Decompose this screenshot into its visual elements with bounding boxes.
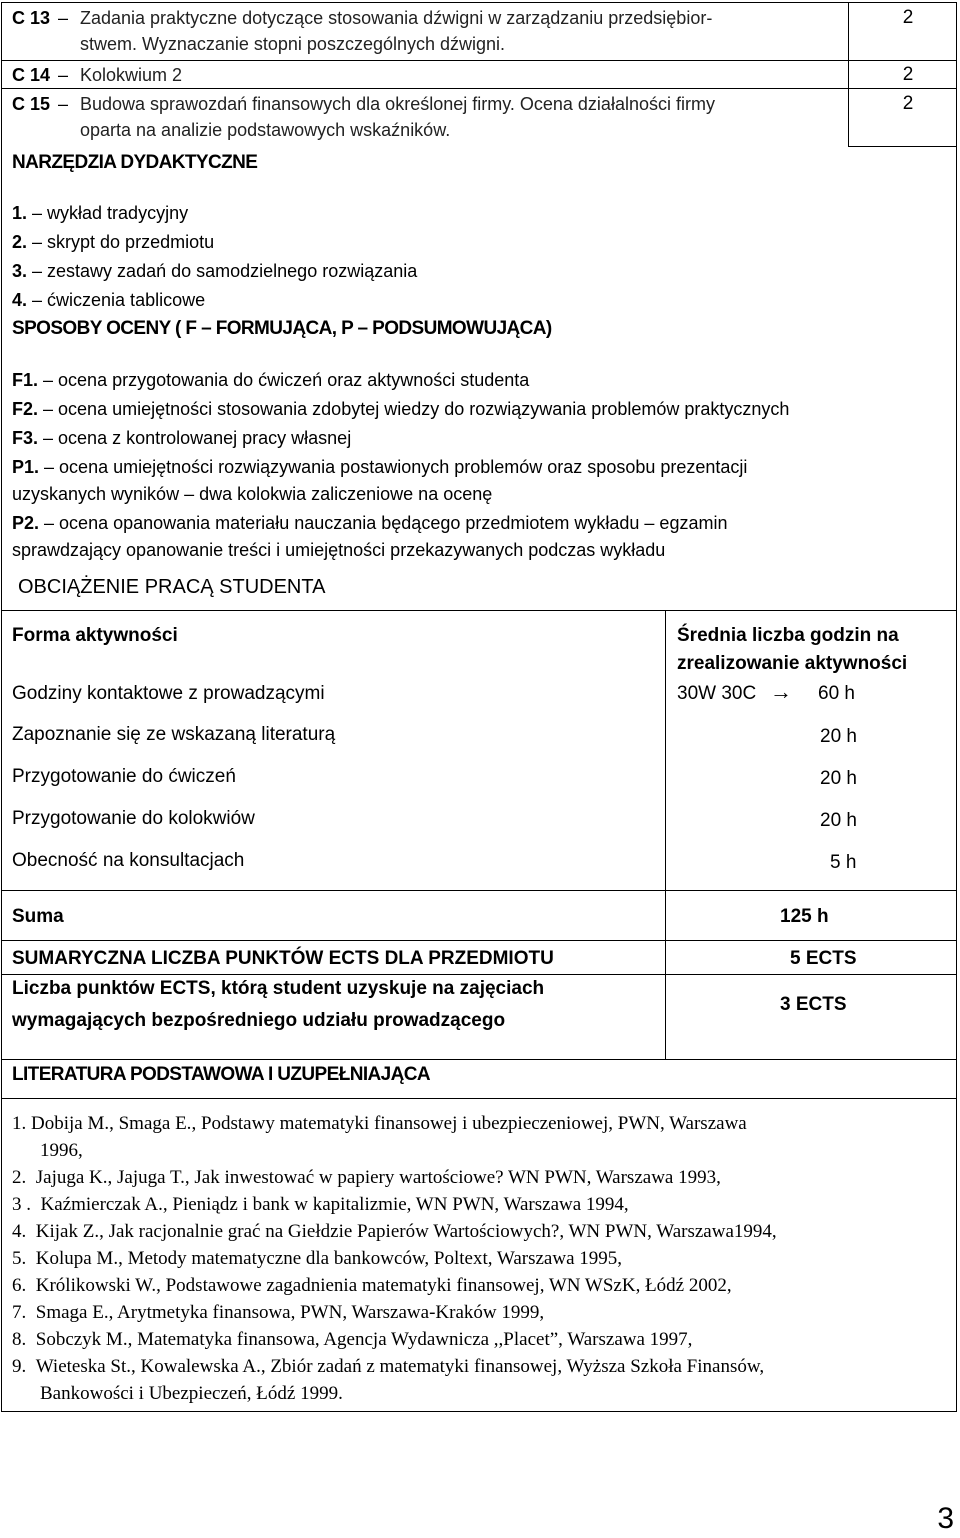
workload-col2-header-cont: zrealizowanie aktywności: [677, 653, 908, 674]
tool-number: 3.: [12, 261, 28, 281]
literature-number: 2.: [12, 1167, 27, 1188]
literature-title: , Jak racjonalnie grać na Giełdzie Papierów Wartościowych?, WN PWN, Warszawa1994,: [99, 1221, 777, 1242]
grading-item-cont: sprawdzający opanowanie treści i umiejętności przekazywanych podczas wykładu: [12, 540, 666, 560]
grading-item: F1. – ocena przygotowania do ćwiczeń oraz aktywności studenta: [12, 370, 530, 390]
literature-author: Kolupa M.: [35, 1248, 119, 1269]
tool-number: 4.: [12, 290, 28, 310]
tool-number: 2.: [12, 232, 28, 252]
workload-row-divider: [1, 890, 957, 891]
workload-row-total: 60 h: [818, 683, 855, 704]
literature-title: , Zbiór zadań z matematyki finansowej, Wyższa Szkoła Finansów,: [260, 1356, 765, 1377]
literature-item: [12, 1272, 732, 1299]
page-number: 3: [937, 1502, 954, 1535]
tool-item: 1. – wykład tradycyjny: [12, 203, 189, 223]
course-dash: –: [58, 8, 69, 28]
course-row-divider: [1, 60, 957, 61]
literature-author: Dobija M., Smaga E.: [31, 1113, 192, 1134]
grading-code: F3.: [12, 428, 39, 448]
hours-column-divider: [848, 2, 849, 147]
course-code: C 15: [12, 94, 51, 114]
course-code: C 13: [12, 8, 51, 28]
literature-author: Smaga E.: [35, 1302, 109, 1323]
tool-text: wykład tradycyjny: [47, 203, 189, 223]
tool-number: 1.: [12, 203, 28, 223]
grading-item: P2. – ocena opanowania materiału nauczania będącego przedmiotem wykładu – egzamin: [12, 513, 728, 533]
literature-item-cont: Bankowości i Ubezpieczeń, Łódź 1999.: [40, 1383, 343, 1404]
literature-title: , Podstawowe zagadnienia matematyki finansowej, WN WSzK, Łódź 2002,: [156, 1275, 732, 1296]
tool-text: zestawy zadań do samodzielnego rozwiązania: [47, 261, 418, 281]
tool-text: skrypt do przedmiotu: [47, 232, 215, 252]
literature-author: Jajuga K., Jajuga T.: [35, 1167, 185, 1188]
course-dash: –: [58, 65, 69, 85]
literature-heading: LITERATURA PODSTAWOWA I UZUPEŁNIAJĄCA: [12, 1064, 430, 1085]
workload-row-value: 30W 30C: [677, 683, 757, 704]
sum-value: 125 h: [780, 906, 829, 927]
literature-item: [12, 1326, 692, 1353]
grading-code: P1.: [12, 457, 40, 477]
literature-author: Kaźmierczak A.: [40, 1194, 163, 1215]
grading-text: ocena umiejętności rozwiązywania postawionych problemów oraz sposobu prezentacji: [59, 457, 748, 477]
literature-title: , Matematyka finansowa, Agencja Wydawnicza ,,Placet”, Warszawa 1997,: [127, 1329, 693, 1350]
tool-item: 3. – zestawy zadań do samodzielnego rozwiązania: [12, 261, 418, 281]
grading-code: F2.: [12, 399, 39, 419]
course-description: Zadania praktyczne dotyczące stosowania dźwigni w zarządzaniu przedsiębior-: [80, 8, 713, 28]
course-description: Budowa sprawozdań finansowych dla określonej firmy. Ocena działalności firmy: [80, 94, 715, 114]
workload-col-divider: [665, 610, 666, 1060]
grading-item: F3. – ocena z kontrolowanej pracy własnej: [12, 428, 352, 448]
workload-row-value: 20 h: [820, 810, 857, 831]
literature-item: [12, 1353, 764, 1380]
literature-title: , Podstawy matematyki finansowej i ubezpieczeniowej, PWN, Warszawa: [191, 1113, 747, 1134]
literature-number: 1.: [12, 1113, 27, 1134]
grading-text: ocena umiejętności stosowania zdobytej wiedzy do rozwiązywania problemów praktycznych: [58, 399, 790, 419]
literature-number: 4.: [12, 1221, 27, 1242]
literature-item: [12, 1110, 747, 1137]
course-row-divider: [848, 146, 957, 147]
workload-col1-header: Forma aktywności: [12, 625, 178, 646]
literature-number: 6.: [12, 1275, 27, 1296]
grading-code: P2.: [12, 513, 40, 533]
grading-item: F2. – ocena umiejętności stosowania zdobytej wiedzy do rozwiązywania problemów praktycznych: [12, 399, 790, 419]
literature-item-cont: 1996,: [40, 1140, 83, 1161]
course-row-divider: [1, 88, 957, 89]
workload-row-divider: [1, 974, 957, 975]
course-code: C 14: [12, 65, 51, 85]
tool-item: 2. – skrypt do przedmiotu: [12, 232, 215, 252]
literature-number: 9.: [12, 1356, 27, 1377]
workload-row-label: Przygotowanie do kolokwiów: [12, 808, 255, 829]
grading-text: ocena opanowania materiału nauczania będącego przedmiotem wykładu – egzamin: [59, 513, 728, 533]
workload-heading: OBCIĄŻENIE PRACĄ STUDENTA: [18, 576, 326, 598]
course-hours: 2: [902, 93, 914, 114]
ects-total-value: 5 ECTS: [790, 948, 857, 969]
literature-divider: [1, 1098, 957, 1099]
course-description-cont: stwem. Wyznaczanie stopni poszczególnych dźwigni.: [80, 34, 506, 54]
workload-row-value: 20 h: [820, 726, 857, 747]
ects-direct-value: 3 ECTS: [780, 994, 847, 1015]
workload-col2-header: Średnia liczba godzin na: [677, 625, 899, 646]
literature-item: [12, 1191, 629, 1218]
workload-row-value: 20 h: [820, 768, 857, 789]
literature-author: Królikowski W.: [35, 1275, 157, 1296]
literature-author: Wieteska St., Kowalewska A.: [35, 1356, 261, 1377]
tool-item: 4. – ćwiczenia tablicowe: [12, 290, 206, 310]
workload-row-value: 5 h: [830, 852, 857, 873]
literature-number: 8.: [12, 1329, 27, 1350]
workload-row-label: Godziny kontaktowe z prowadzącymi: [12, 683, 325, 704]
grading-item-cont: uzyskanych wyników – dwa kolokwia zaliczeniowe na ocenę: [12, 484, 493, 504]
literature-item: [12, 1218, 777, 1245]
course-description-cont: oparta na analizie podstawowych wskaźników.: [80, 120, 451, 140]
workload-row-divider: [1, 940, 957, 941]
ects-direct-label-cont: wymagających bezpośredniego udziału prowadzącego: [12, 1010, 506, 1031]
literature-author: Kijak Z.: [35, 1221, 100, 1242]
literature-title: , Metody matematyczne dla bankowców, Poltext, Warszawa 1995,: [118, 1248, 623, 1269]
grading-text: ocena przygotowania do ćwiczeń oraz aktywności studenta: [58, 370, 530, 390]
ects-total-label: SUMARYCZNA LICZBA PUNKTÓW ECTS DLA PRZEDMIOTU: [12, 948, 554, 969]
literature-number: 3 .: [12, 1194, 31, 1215]
course-hours: 2: [902, 7, 914, 28]
course-hours: 2: [902, 64, 914, 85]
sum-label: Suma: [12, 906, 64, 927]
workload-row-label: Zapoznanie się ze wskazaną literaturą: [12, 724, 336, 745]
literature-title: , Arytmetyka finansowa, PWN, Warszawa-Kraków 1999,: [108, 1302, 545, 1323]
ects-direct-label: Liczba punktów ECTS, którą student uzyskuje na zajęciach: [12, 978, 545, 999]
literature-number: 7.: [12, 1302, 27, 1323]
grading-item: P1. – ocena umiejętności rozwiązywania postawionych problemów oraz sposobu prezentacji: [12, 457, 748, 477]
literature-title: , Jak inwestować w papiery wartościowe? WN PWN, Warszawa 1993,: [184, 1167, 721, 1188]
tool-text: ćwiczenia tablicowe: [47, 290, 206, 310]
literature-item: [12, 1245, 622, 1272]
course-description: Kolokwium 2: [80, 65, 183, 85]
course-dash: –: [58, 94, 69, 114]
literature-item: [12, 1299, 544, 1326]
literature-author: Sobczyk M.: [35, 1329, 128, 1350]
grading-code: F1.: [12, 370, 39, 390]
literature-item: [12, 1164, 721, 1191]
workload-row-label: Przygotowanie do ćwiczeń: [12, 766, 236, 787]
literature-title: , Pieniądz i bank w kapitalizmie, WN PWN, Warszawa 1994,: [162, 1194, 629, 1215]
grading-text: ocena z kontrolowanej pracy własnej: [58, 428, 352, 448]
grading-heading: SPOSOBY OCENY ( F – FORMUJĄCA, P – PODSUMOWUJĄCA): [12, 318, 552, 339]
workload-row-label: Obecność na konsultacjach: [12, 850, 245, 871]
literature-number: 5.: [12, 1248, 27, 1269]
tools-heading: NARZĘDZIA DYDAKTYCZNE: [12, 152, 258, 173]
arrow-icon: →: [770, 679, 792, 704]
